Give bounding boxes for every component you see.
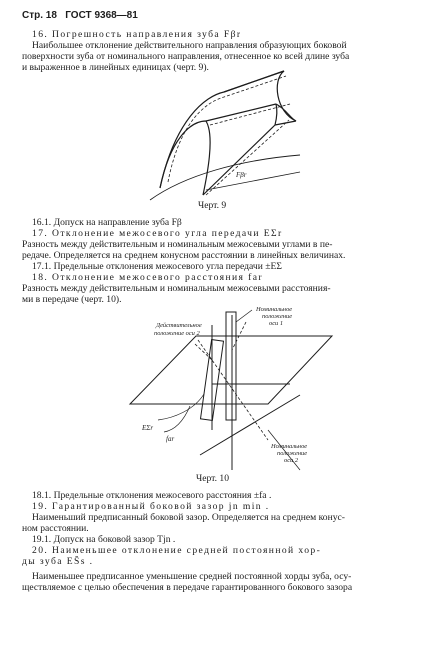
text-line: ном расстоянии. xyxy=(22,523,89,534)
figure-10-axis-error-label: far xyxy=(166,435,175,443)
figure-9-caption: Черт. 9 xyxy=(198,200,227,211)
figure-10-nominal2-label-1: Номинальное xyxy=(271,443,308,450)
section-18-heading: 18. Отклонение межосевого расстояния far xyxy=(32,272,264,283)
text-line: ми в передаче (черт. 10). xyxy=(22,294,122,305)
figure-9-label: Fβr xyxy=(236,171,247,179)
figure-10-nominal1-label-2: положение xyxy=(262,313,293,320)
figure-10-nominal2-label-3: оси 2 xyxy=(284,457,299,464)
figure-10-nominal1-label-3: оси 1 xyxy=(269,320,284,327)
figure-10-actual-label-2: положение оси 2 xyxy=(154,330,200,337)
text-line: редаче. Определяется на среднем конусном расстоянии в линейных величинах. xyxy=(22,250,346,261)
figure-10-nominal1-label-1: Номинальное xyxy=(256,306,293,313)
text-line: ществляемое с целью обеспечения в передаче гарантированного бокового зазора xyxy=(22,582,353,593)
item-16-1: 16.1. Допуск на направление зуба Fβ xyxy=(32,217,182,228)
text-line: поверхности зуба от номинального направления, отнесенное ко всей длине зуба xyxy=(22,51,350,62)
figure-10-sigma-error-label: EΣr xyxy=(142,424,154,432)
text-line: и выраженное в линейных единицах (черт. 9). xyxy=(22,62,209,73)
section-17-heading: 17. Отклонение межосевого угла передачи EΣr xyxy=(32,228,283,239)
page-number: Стр. 18 xyxy=(22,10,57,21)
section-20-heading: 20. Наименьшее отклонение средней постоянной хор- xyxy=(32,545,322,556)
text-line: Наибольшее отклонение действительного направления образующих боковой xyxy=(32,40,347,51)
section-19-heading: 19. Гарантированный боковой зазор jn min . xyxy=(32,501,270,512)
item-19-1: 19.1. Допуск на боковой зазор Tjn . xyxy=(32,534,176,545)
item-17-1: 17.1. Предельные отклонения межосевого угла передачи ±EΣ xyxy=(32,261,282,272)
figure-10-caption: Черт. 10 xyxy=(196,473,230,484)
section-20-heading-cont: ды зуба EŜs . xyxy=(22,556,94,567)
figure-10-nominal2-label-2: положение xyxy=(277,450,308,457)
text-line: Наименьший предписанный боковой зазор. Определяется на среднем конус- xyxy=(32,512,345,523)
section-16-heading: 16. Погрешность направления зуба Fβr xyxy=(32,29,242,40)
standard-number: ГОСТ 9368—81 xyxy=(65,10,138,21)
text-line: Разность между действительным и номинальным межосевыми углами в пе- xyxy=(22,239,333,250)
text-line: Наименьшее предписанное уменьшение средней постоянной хорды зуба, осу- xyxy=(32,571,352,582)
figure-10-actual-label-1: Действительное xyxy=(156,322,202,329)
text-line: Разность между действительным и номинальным межосевыми расстояния- xyxy=(22,283,331,294)
item-18-1: 18.1. Предельные отклонения межосевого расстояния ±fa . xyxy=(32,490,272,501)
